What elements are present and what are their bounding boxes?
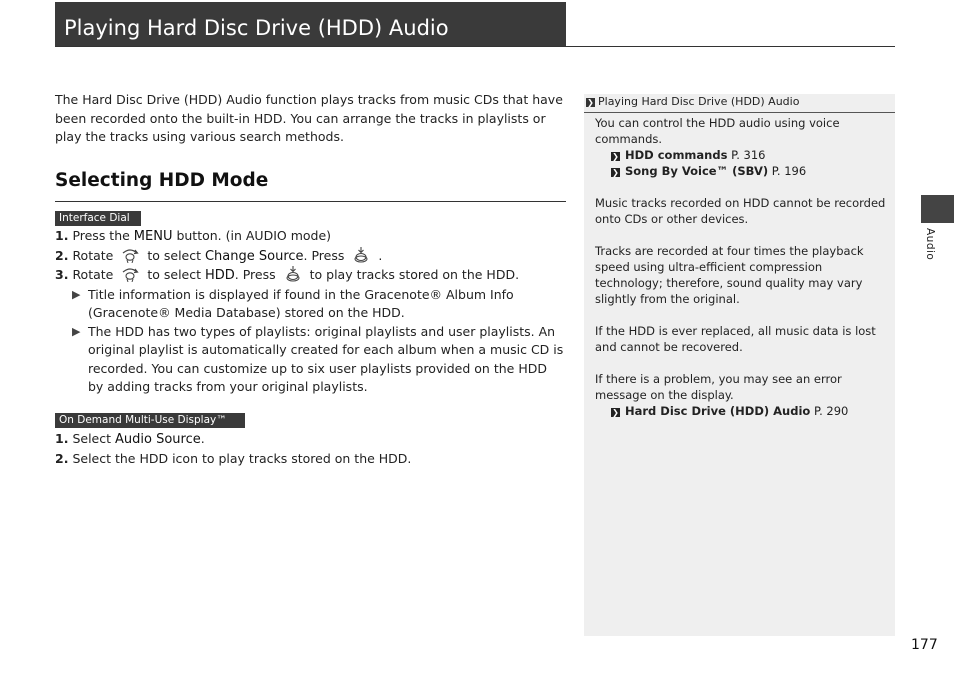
xref-arrow-icon: ❯ <box>587 98 594 107</box>
xref-page: P. 290 <box>810 404 849 418</box>
step-3 <box>55 266 567 286</box>
step-1 <box>55 430 567 450</box>
interface-dial-steps <box>55 227 567 397</box>
step-number: 2. <box>55 450 69 466</box>
step-text: Select <box>72 431 115 446</box>
page-title: Playing Hard Disc Drive (HDD) Audio <box>64 16 449 40</box>
menu-button-label: MENU <box>133 229 173 244</box>
sidebar-paragraph: Tracks are recorded at four times the playback speed using ultra-efficient compression technology; therefore, sound quality may vary slightly from the original. <box>595 244 864 306</box>
step-number: 1. <box>55 228 69 243</box>
step-text: . Press <box>303 247 345 263</box>
xref-link[interactable] <box>595 163 887 179</box>
on-demand-label: On Demand Multi-Use Display™ <box>55 413 245 428</box>
step-2 <box>55 247 567 267</box>
step-text: to select <box>147 247 205 263</box>
sidebar-header-text: Playing Hard Disc Drive (HDD) Audio <box>598 95 800 108</box>
interface-dial-label: Interface Dial <box>55 211 141 226</box>
xref-page: P. 316 <box>727 148 766 162</box>
section-heading: Selecting HDD Mode <box>55 170 269 191</box>
dial-rotate-icon <box>120 266 140 282</box>
xref-link[interactable] <box>595 403 887 419</box>
note-text: Title information is displayed if found in the Gracenote® Album Info (Gracenote® Media Database) stored on the HDD. <box>88 286 514 320</box>
step-number: 2. <box>55 247 69 263</box>
section-tab-label: Audio <box>924 228 936 261</box>
step-number: 1. <box>55 431 69 446</box>
sidebar-body <box>595 115 887 435</box>
step-text: Press the <box>72 228 134 243</box>
note-item <box>55 323 566 397</box>
section-rule <box>55 201 566 202</box>
hdd-label: HDD <box>204 268 235 283</box>
change-source-label: Change Source <box>204 248 304 264</box>
dial-press-icon <box>283 266 303 282</box>
step-text: to play tracks stored on the HDD. <box>309 267 520 282</box>
xref-page: P. 196 <box>768 164 807 178</box>
xref-title: HDD commands <box>625 148 728 162</box>
step-text: . Press <box>234 267 276 282</box>
section-tab-marker <box>921 195 954 223</box>
title-rule <box>55 46 895 47</box>
xref-title: Song By Voice™ (SBV) <box>625 164 769 178</box>
note-text: The HDD has two types of playlists: original playlists and user playlists. An original playlist is automatically created for each album when a music CD is recorded. You can customize up to six user playlists provided on the HDD by adding tracks from your original playlists. <box>88 323 564 394</box>
note-item <box>55 286 566 323</box>
sidebar-text: You can control the HDD audio using voice commands. <box>595 116 840 146</box>
step-text: Select the HDD icon to play tracks stored on the HDD. <box>72 450 412 466</box>
page-number: 177 <box>911 637 938 653</box>
step-text: Rotate <box>72 267 114 282</box>
step-text: to select <box>147 267 205 282</box>
step-text: . <box>200 431 205 446</box>
triangle-right-icon: ▶ <box>72 287 81 301</box>
sidebar-paragraph <box>595 115 887 179</box>
sidebar-paragraph <box>595 371 887 419</box>
xref-title: Hard Disc Drive (HDD) Audio <box>625 404 811 418</box>
xref-arrow-icon: ❯ <box>612 408 619 417</box>
xref-link[interactable] <box>595 147 887 163</box>
step-2 <box>55 450 567 469</box>
step-text: . <box>378 247 383 263</box>
sidebar-paragraph: Music tracks recorded on HDD cannot be recorded onto CDs or other devices. <box>595 196 886 226</box>
on-demand-steps <box>55 430 567 468</box>
triangle-right-icon: ▶ <box>72 324 81 338</box>
intro-paragraph: The Hard Disc Drive (HDD) Audio function plays tracks from music CDs that have been recorded onto the built-in HDD. You can arrange the tracks in playlists or play the tracks using various search methods. <box>55 92 563 144</box>
step-1 <box>55 227 567 247</box>
xref-arrow-icon: ❯ <box>612 152 619 161</box>
sidebar-text: If there is a problem, you may see an error message on the display. <box>595 372 842 402</box>
step-text: button. (in AUDIO mode) <box>172 228 332 243</box>
sidebar-paragraph: If the HDD is ever replaced, all music data is lost and cannot be recovered. <box>595 324 876 354</box>
dial-rotate-icon <box>120 247 140 263</box>
dial-press-icon <box>351 247 371 263</box>
step-text: Rotate <box>72 247 114 263</box>
step-number: 3. <box>55 267 69 282</box>
sidebar-header <box>584 94 895 113</box>
audio-source-label: Audio Source <box>114 432 201 447</box>
xref-arrow-icon: ❯ <box>612 168 619 177</box>
